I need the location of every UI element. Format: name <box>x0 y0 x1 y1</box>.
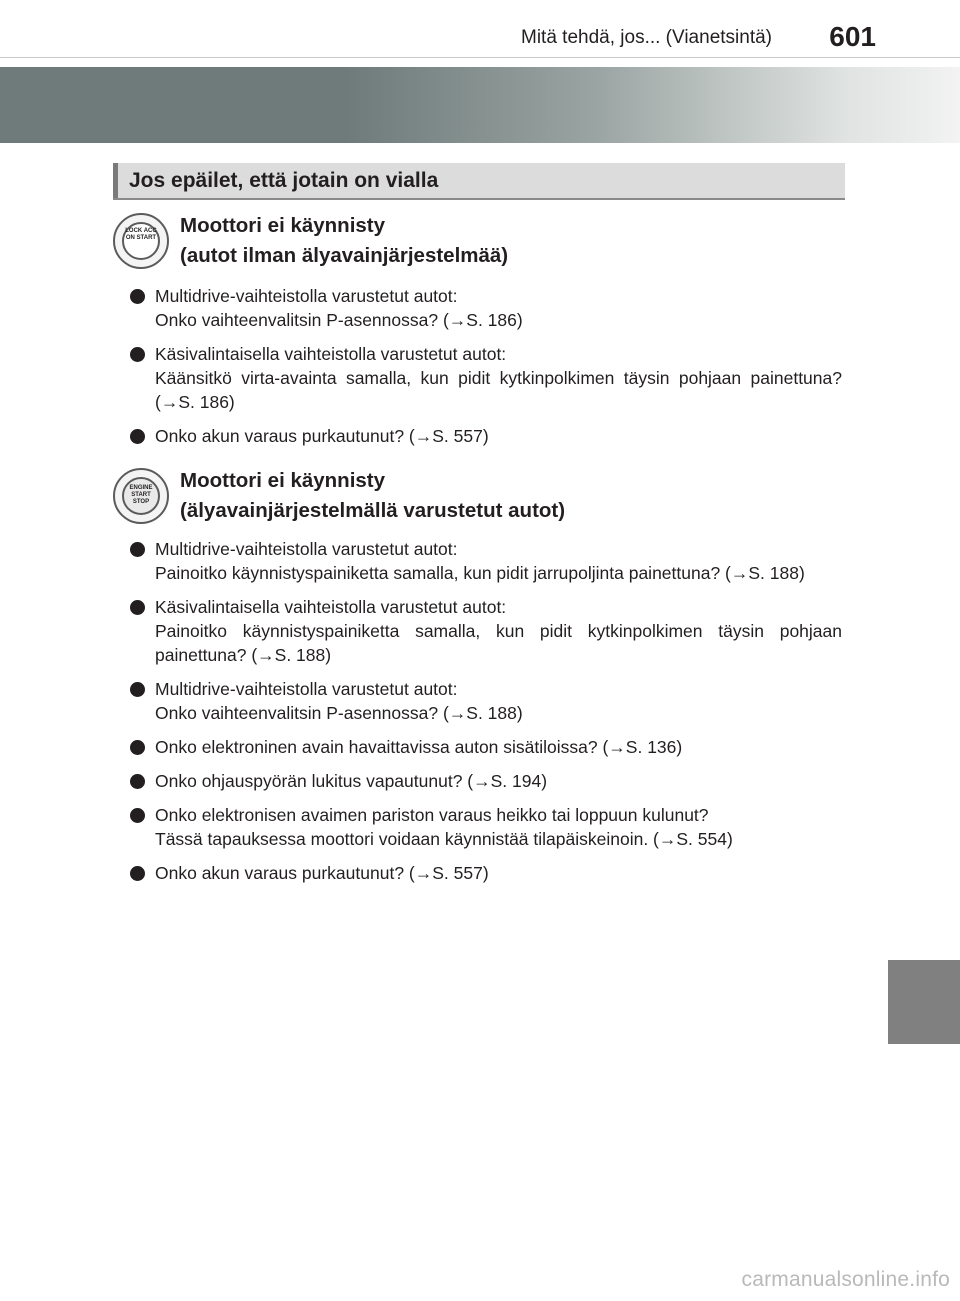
list-item-text: Painoitko käynnistyspainiketta samalla, kun pidit kytkinpolkimen täysin pohjaan painettuna? (→S. 188) <box>155 621 842 665</box>
list-item <box>130 284 842 332</box>
chapter-title: Mitä tehdä, jos... (Vianetsintä) <box>521 27 772 48</box>
subsection-title-line2: (autot ilman älyavainjärjestelmää) <box>180 244 509 267</box>
list-item-text: Onko akun varaus purkautunut? (→S. 557) <box>155 863 489 883</box>
list-item <box>130 424 842 448</box>
ignition-positions-label: LOCK ACC ON START <box>125 228 157 241</box>
list-item <box>130 769 842 793</box>
engine-start-stop-button-icon <box>113 468 169 524</box>
list-item-text: Multidrive-vaihteistolla varustetut autot: <box>155 679 458 699</box>
subsection-title-line1: Moottori ei käynnisty <box>180 469 386 492</box>
list-item <box>130 595 842 667</box>
chapter-side-tab <box>888 960 960 1044</box>
list-item-text: Onko elektronisen avaimen pariston varaus heikko tai loppuun kulunut? <box>155 805 709 825</box>
list-item <box>130 677 842 725</box>
list-item-text: Painoitko käynnistyspainiketta samalla, kun pidit jarrupoljinta painettuna? (→S. 188) <box>155 563 805 583</box>
watermark: carmanualsonline.info <box>741 1268 950 1291</box>
subsection-title-line1: Moottori ei käynnisty <box>180 214 386 237</box>
page-number: 601 <box>829 21 876 52</box>
subsection-title-line2: (älyavainjärjestelmällä varustetut autot) <box>180 499 566 522</box>
list-item-text: Onko elektroninen avain havaittavissa auton sisätiloissa? (→S. 136) <box>155 737 683 757</box>
list-item <box>130 342 842 414</box>
subsection-title <box>180 211 508 271</box>
list-item <box>130 537 842 585</box>
header-divider <box>0 57 960 58</box>
list-item <box>130 803 842 851</box>
list-item-text: Multidrive-vaihteistolla varustetut autot: <box>155 286 458 306</box>
list-item-text: Käsivalintaisella vaihteistolla varustetut autot: <box>155 344 507 364</box>
heading-accent-bar <box>113 163 118 198</box>
list-item-text: Onko akun varaus purkautunut? (→S. 557) <box>155 426 489 446</box>
page-header <box>0 0 960 58</box>
section-heading-text: Jos epäilet, että jotain on vialla <box>129 169 439 192</box>
subsection-title <box>180 466 565 526</box>
list-item-text: Tässä tapauksessa moottori voidaan käynnistää tilapäiskeinoin. (→S. 554) <box>155 829 733 849</box>
checklist-smart-key <box>130 537 842 895</box>
list-item-text: Onko vaihteenvalitsin P-asennossa? (→S. 186) <box>155 310 523 330</box>
list-item-text: Käänsitkö virta-avainta samalla, kun pidit kytkinpolkimen täysin pohjaan painettuna? (→S. 186) <box>155 368 842 412</box>
ignition-key-switch-icon <box>113 213 169 269</box>
checklist-no-smart-key <box>130 284 842 458</box>
list-item <box>130 861 842 885</box>
chapter-banner <box>0 67 960 143</box>
section-heading <box>113 163 845 200</box>
list-item-text: Multidrive-vaihteistolla varustetut autot: <box>155 539 458 559</box>
list-item-text: Onko ohjauspyörän lukitus vapautunut? (→S. 194) <box>155 771 548 791</box>
list-item <box>130 735 842 759</box>
start-stop-label: ENGINE START STOP <box>129 485 153 505</box>
list-item-text: Käsivalintaisella vaihteistolla varustetut autot: <box>155 597 507 617</box>
list-item-text: Onko vaihteenvalitsin P-asennossa? (→S. 188) <box>155 703 523 723</box>
